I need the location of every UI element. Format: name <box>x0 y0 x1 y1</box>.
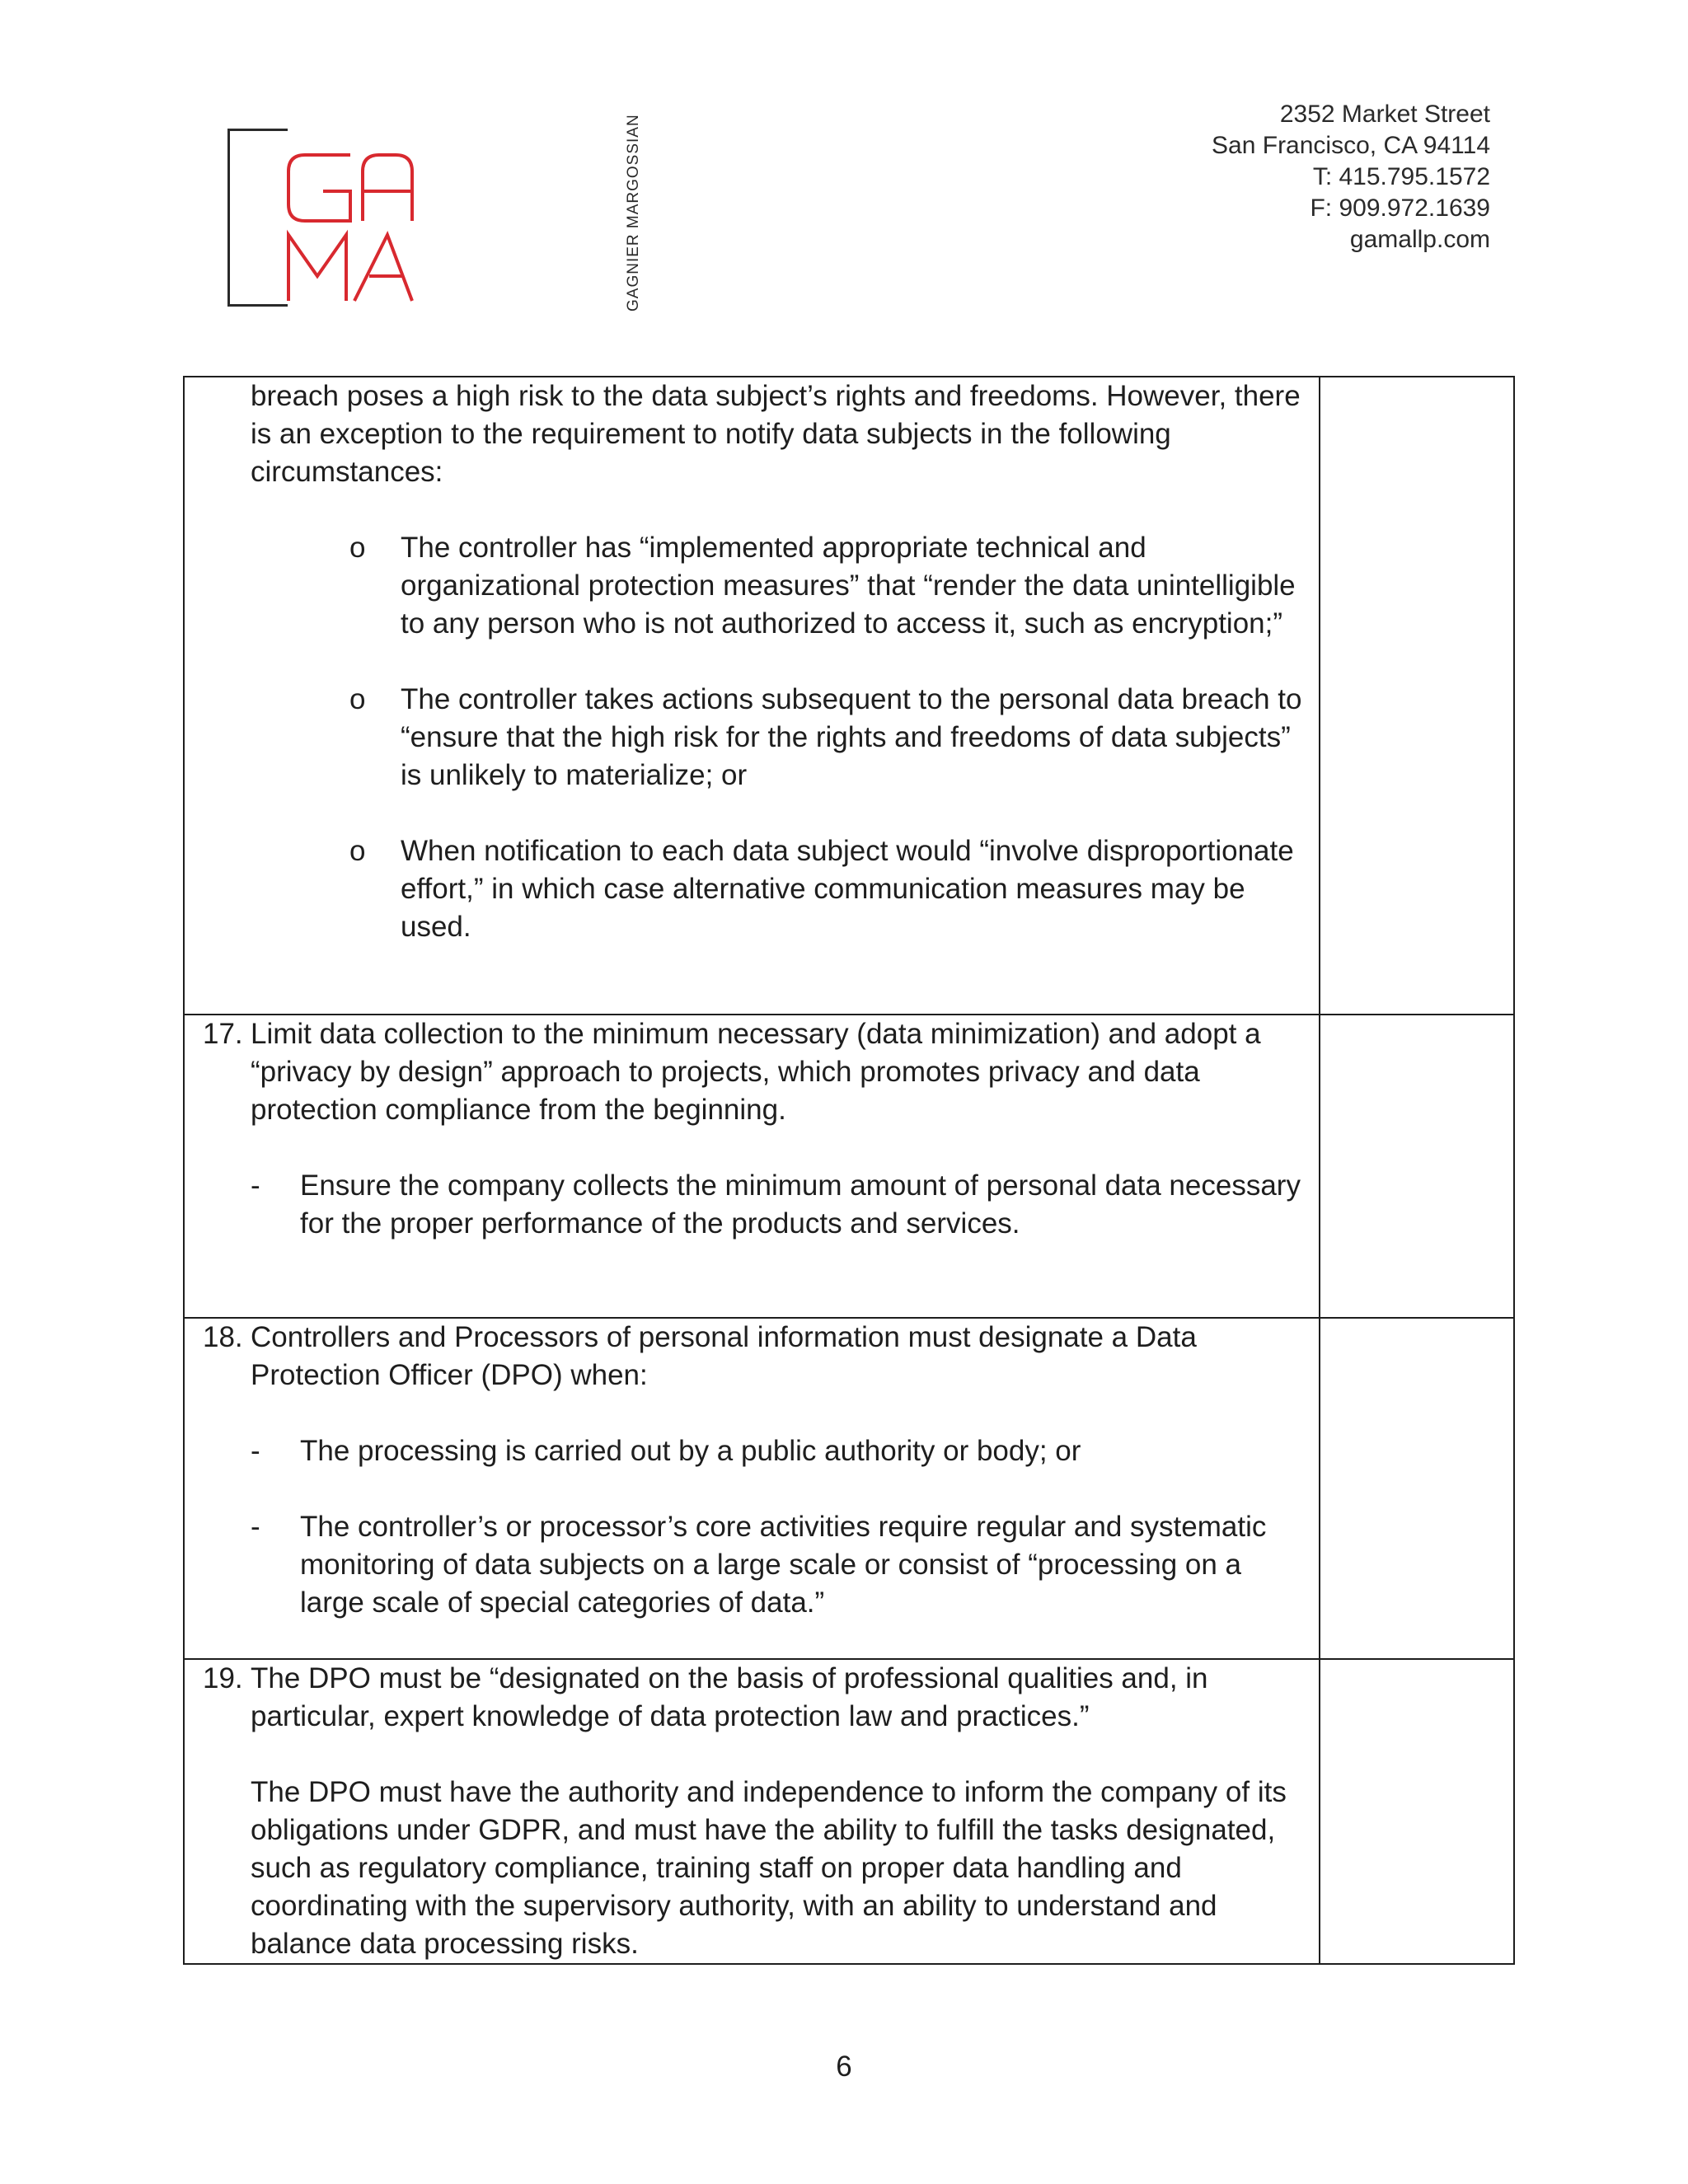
logo-letter-m <box>288 235 346 301</box>
row-main-cell <box>184 1015 1320 1318</box>
item-text: Limit data collection to the minimum necessary (data minimization) and adopt a “privacy by design” approach to projects, which promotes privacy and data protection compliance from the beginning. <box>251 1018 1261 1126</box>
address-street: 2352 Market Street <box>1279 101 1490 128</box>
list-item <box>185 529 1319 643</box>
item-number: 17. <box>203 1018 243 1050</box>
bullet-marker: o <box>349 683 366 715</box>
row-main-cell <box>184 1659 1320 1964</box>
address-fax: F: 909.972.1639 <box>1310 194 1490 222</box>
logo-letter-a-bottom <box>354 235 412 301</box>
item-text: The DPO must be “designated on the basis of professional qualities and, in particular, expert knowledge of data protection law and practices.” <box>251 1662 1208 1732</box>
address-website[interactable]: gamallp.com <box>1349 226 1490 253</box>
item-number: 18. <box>203 1321 243 1353</box>
bullet-text: When notification to each data subject would “involve disproportionate effort,” in which case alternative communication measures may be used. <box>401 835 1294 943</box>
dash-marker: - <box>251 1511 260 1543</box>
table-row <box>184 1659 1514 1964</box>
list-item <box>185 832 1319 946</box>
logo-letter-g <box>288 155 350 221</box>
list-item <box>185 1508 1319 1622</box>
bullet-text: The controller takes actions subsequent to the personal data breach to “ensure that the high risk for the rights and freedoms of data subjects” is unlikely to materialize; or <box>401 683 1302 791</box>
bullet-text: The controller has “implemented appropriate technical and organizational protection measures” that “render the data unintelligible to any person who is not authorized to access it, such as encryption;” <box>401 532 1296 640</box>
row-check-cell[interactable] <box>1320 1318 1514 1659</box>
dash-text: The processing is carried out by a public authority or body; or <box>300 1435 1081 1467</box>
dash-marker: - <box>251 1435 260 1467</box>
table-row <box>184 1318 1514 1659</box>
list-item <box>185 1167 1319 1243</box>
row-check-cell[interactable] <box>1320 1659 1514 1964</box>
logo-letter-a-top <box>363 155 412 221</box>
row-continuation-text: breach poses a high risk to the data subject’s rights and freedoms. However, there is an exception to the requirement to notify data subjects in the following circumstances: <box>251 380 1301 488</box>
bullet-marker: o <box>349 835 366 867</box>
logo-monogram <box>272 132 544 317</box>
dash-text: The controller’s or processor’s core activities require regular and systematic monitoring of data subjects on a large scale or consist of “processing on a large scale of special categories of data.” <box>300 1511 1267 1619</box>
row-main-cell <box>184 377 1320 1015</box>
list-item <box>185 681 1319 794</box>
firm-logo <box>223 114 642 312</box>
firm-address <box>1212 99 1490 255</box>
item-paragraph: The DPO must have the authority and independence to inform the company of its obligations under GDPR, and must have the ability to fulfill the tasks designated, such as regulatory compliance, training staff on proper data handling and coordinating with the supervisory authority, with an ability to understand and balance data processing risks. <box>251 1776 1287 1960</box>
numbered-item <box>185 1319 1319 1394</box>
page-number: 6 <box>836 2050 852 2083</box>
list-item <box>185 1432 1319 1470</box>
logo-monogram-svg <box>272 132 544 313</box>
numbered-item <box>185 1660 1319 1736</box>
table-row <box>184 377 1514 1015</box>
address-phone: T: 415.795.1572 <box>1312 163 1490 190</box>
bullet-marker: o <box>349 532 366 564</box>
dash-text: Ensure the company collects the minimum amount of personal data necessary for the proper performance of the products and services. <box>300 1169 1301 1240</box>
row-check-cell[interactable] <box>1320 1015 1514 1318</box>
logo-firm-name: GAGNIER MARGOSSIAN <box>625 114 642 312</box>
numbered-item <box>185 1015 1319 1129</box>
checklist-table <box>183 376 1515 1965</box>
dash-marker: - <box>251 1169 260 1202</box>
item-number: 19. <box>203 1662 243 1694</box>
table-row <box>184 1015 1514 1318</box>
address-city: San Francisco, CA 94114 <box>1212 132 1490 159</box>
row-main-cell <box>184 1318 1320 1659</box>
row-check-cell[interactable] <box>1320 377 1514 1015</box>
item-text: Controllers and Processors of personal information must designate a Data Protection Officer (DPO) when: <box>251 1321 1197 1391</box>
